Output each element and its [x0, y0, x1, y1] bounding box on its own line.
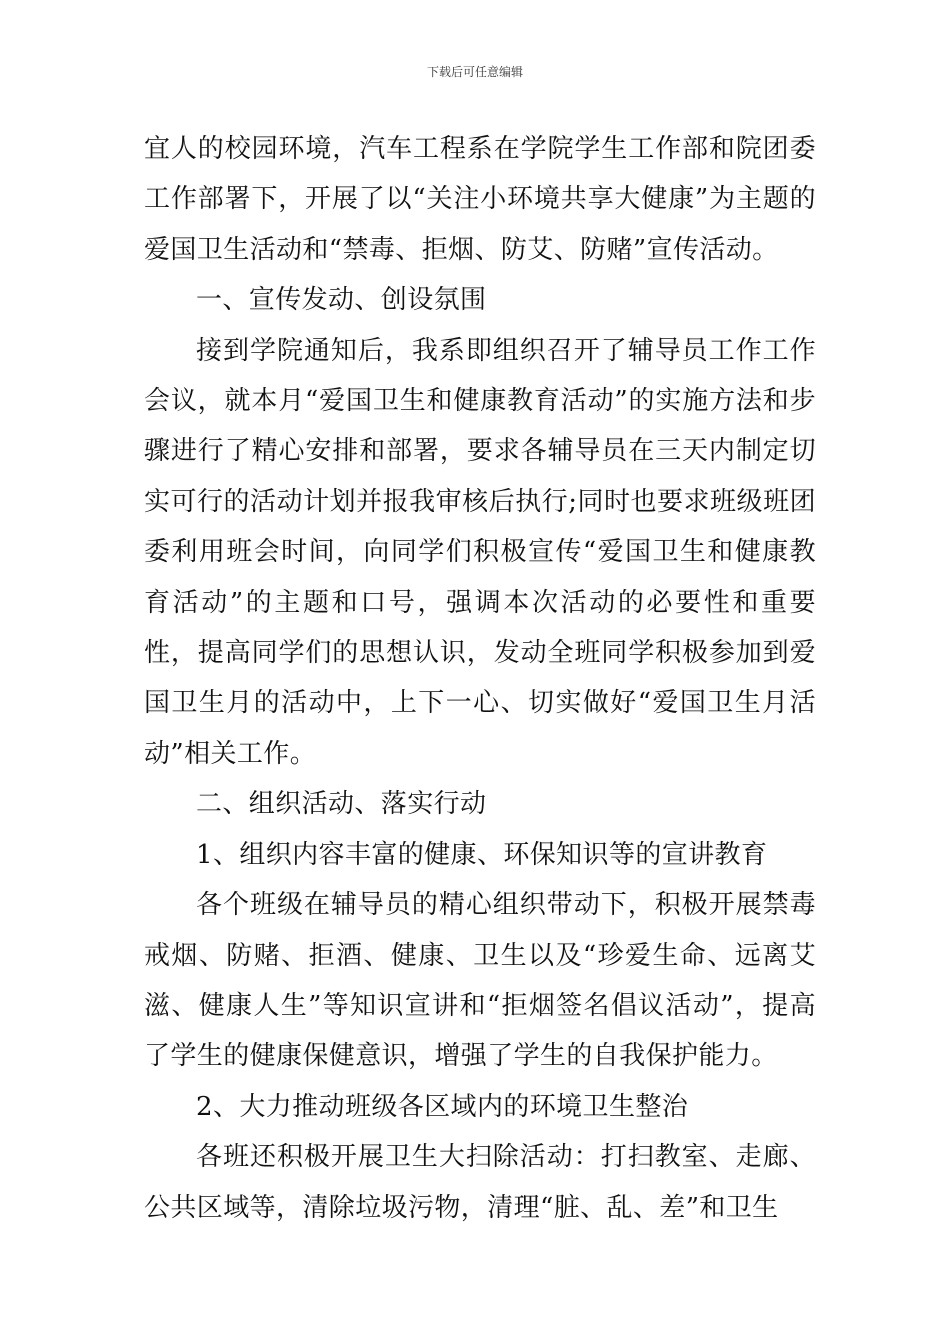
paragraph-continued: 宜人的校园环境，汽车工程系在学院学生工作部和院团委工作部署下，开展了以“关注小环境共享大健康”为主题的爱国卫生活动和“禁毒、拒烟、防艾、防赌”宣传活动。 — [144, 134, 816, 265]
subheading-2: 2、大力推动班级各区域内的环境卫生整治 — [196, 1091, 689, 1122]
subheading-1: 1、组织内容丰富的健康、环保知识等的宣讲教育 — [196, 839, 768, 870]
paragraph: 接到学院通知后，我系即组织召开了辅导员工作工作会议，就本月“爱国卫生和健康教育活动”的实施方法和步骤进行了精心安排和部署，要求各辅导员在三天内制定切实可行的活动计划并报我审核后执行;同时也要求班级班团委利用班会时间，向同学们积极宣传“爱国卫生和健康教育活动”的主题和口号，强调本次活动的必要性和重要性，提高同学们的思想认识，发动全班同学积极参加到爱国卫生月的活动中，上下一心、切实做好“爱国卫生月活动”相关工作。 — [144, 335, 816, 769]
document-body — [144, 124, 816, 1233]
paragraph: 各个班级在辅导员的精心组织带动下，积极开展禁毒戒烟、防赌、拒酒、健康、卫生以及“珍爱生命、远离艾滋、健康人生”等知识宣讲和“拒烟签名倡议活动”，提高了学生的健康保健意识，增强了学生的自我保护能力。 — [144, 890, 816, 1072]
paragraph: 各班还积极开展卫生大扫除活动：打扫教室、走廊、公共区域等，清除垃圾污物，清理“脏、乱、差”和卫生 — [144, 1142, 816, 1223]
section-heading-2: 二、组织活动、落实行动 — [196, 789, 487, 820]
page-header: 下载后可任意编辑 — [426, 65, 523, 79]
section-heading-1: 一、宣传发动、创设氛围 — [196, 285, 487, 316]
